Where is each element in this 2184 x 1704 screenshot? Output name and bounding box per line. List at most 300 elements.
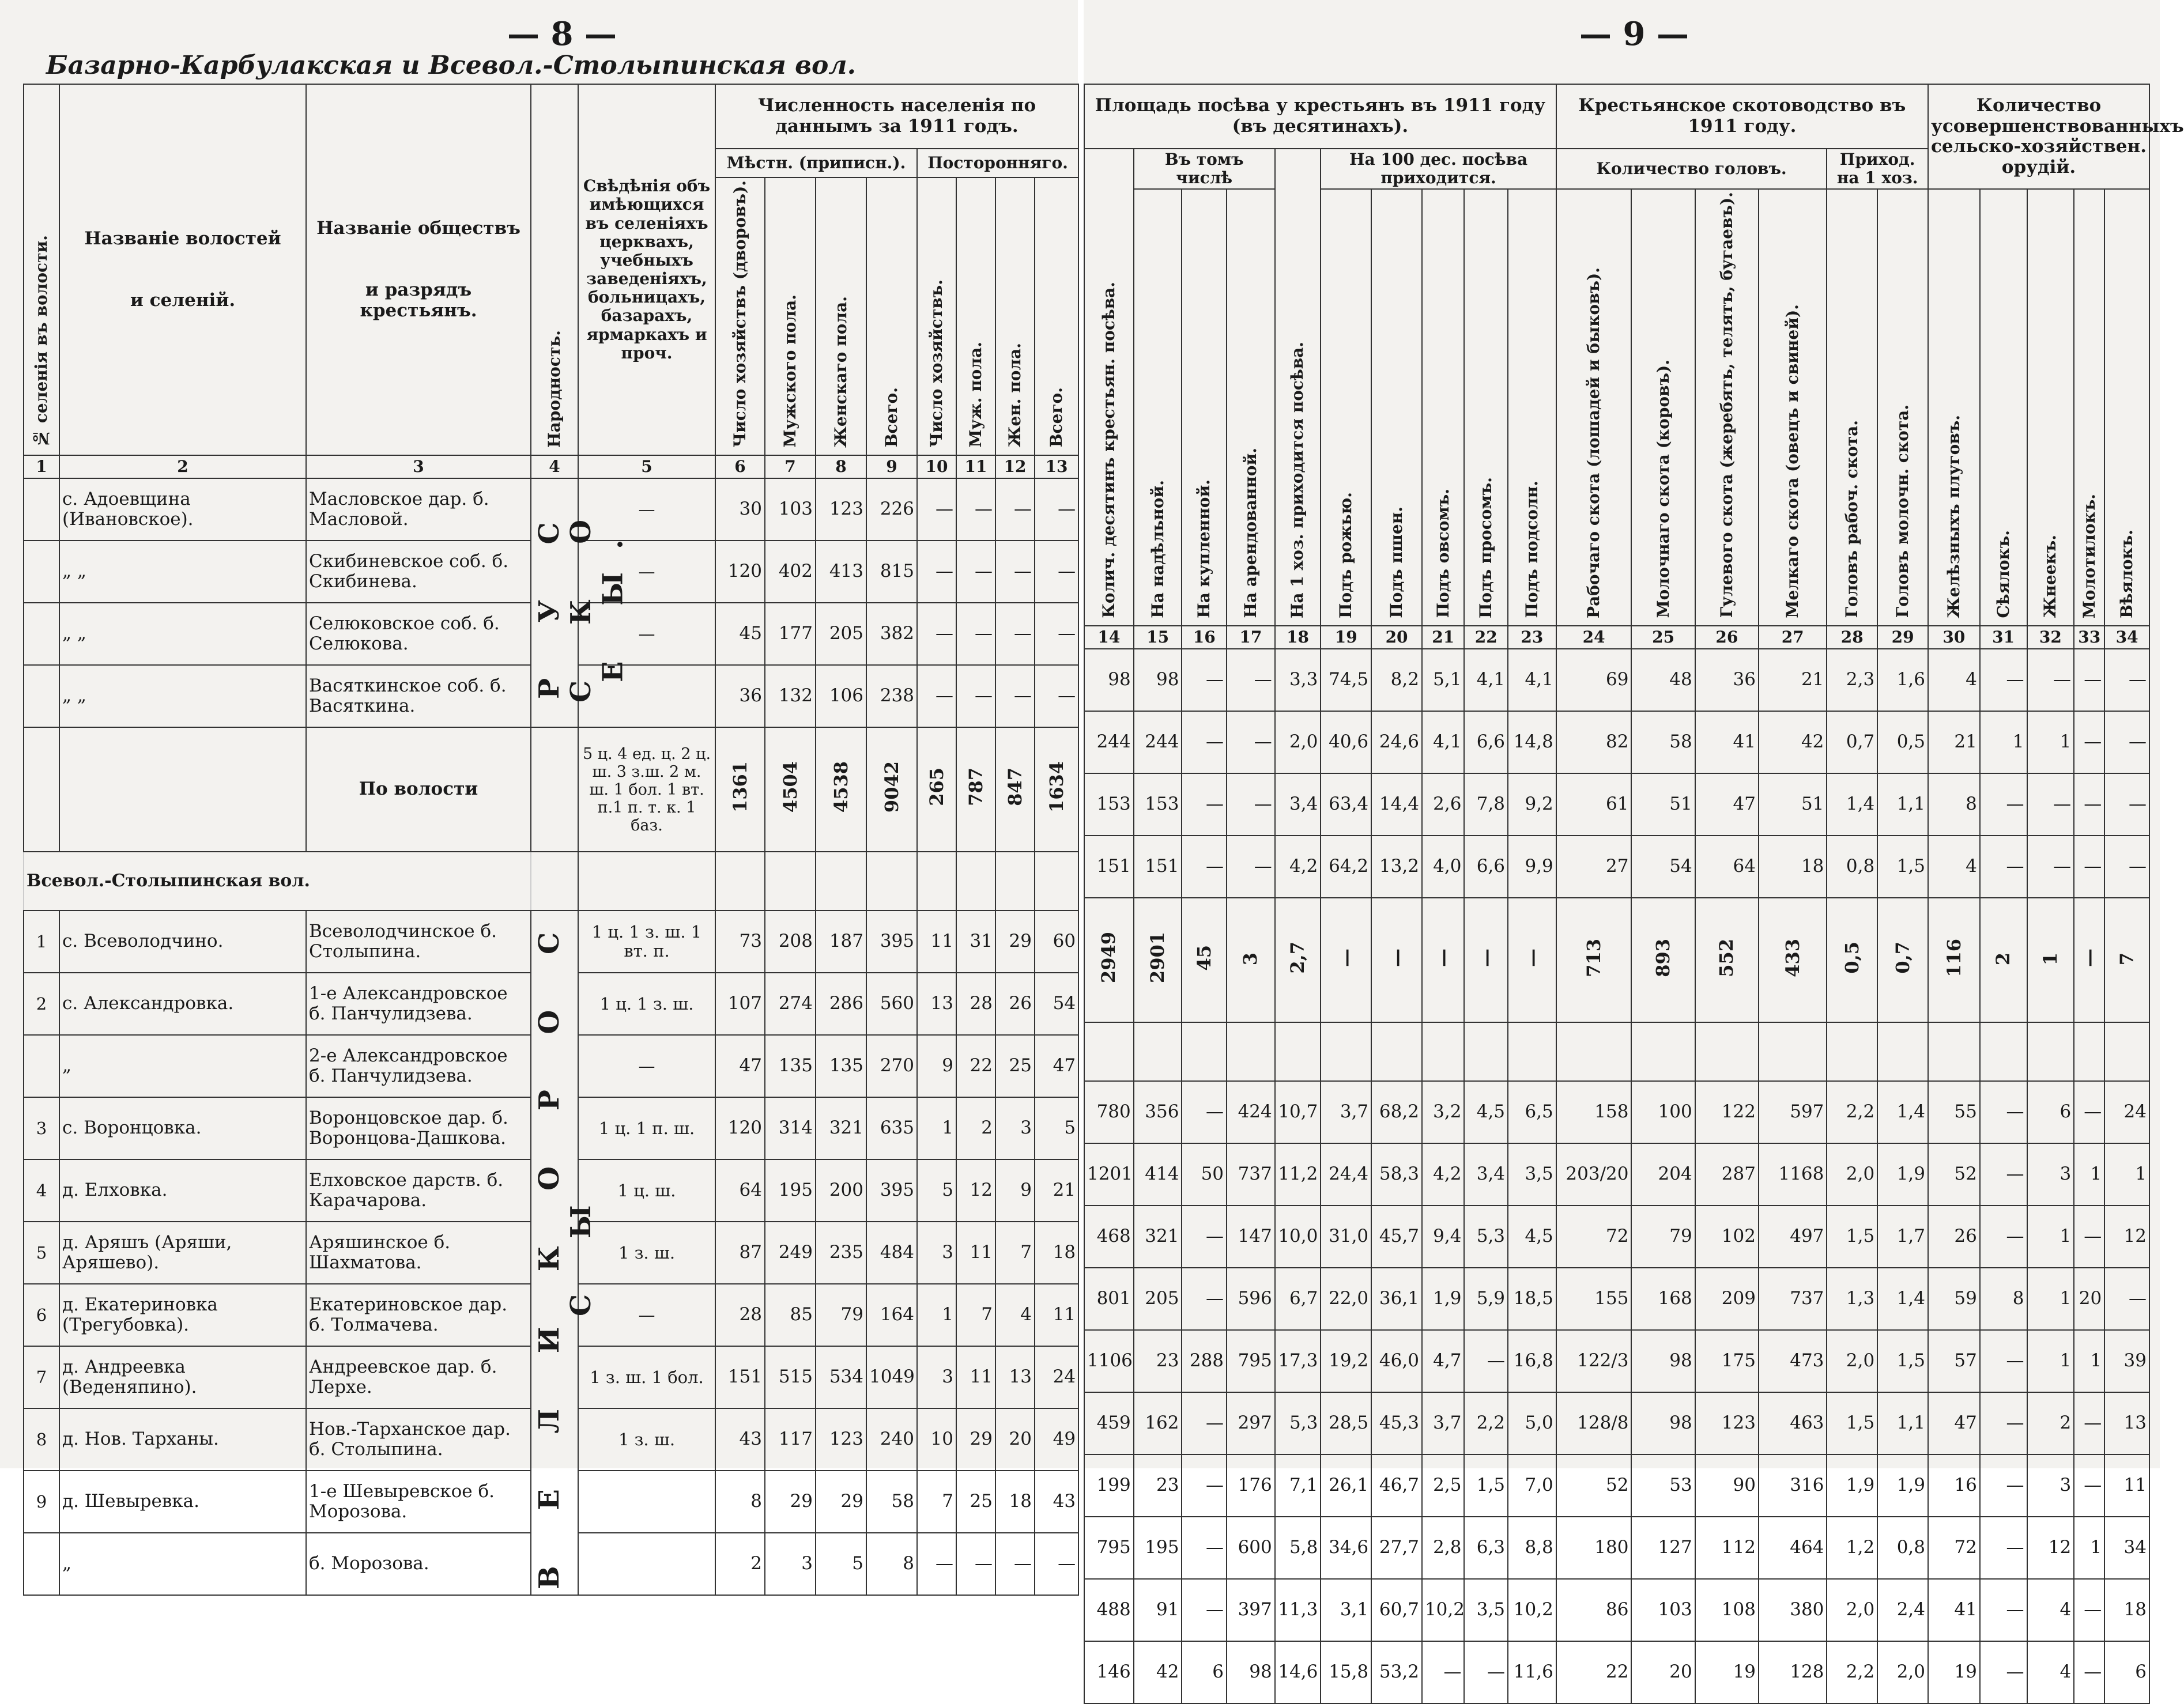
- value-c11: 11: [956, 1346, 995, 1408]
- value-cell: —: [1227, 773, 1275, 836]
- community-name: 1-е Шевыревское б. Морозова.: [306, 1471, 531, 1533]
- value-cell: 10,2: [1422, 1579, 1465, 1641]
- value-cell: 316: [1759, 1454, 1827, 1517]
- community-name: Всеволодчинское б. Столыпина.: [306, 910, 531, 973]
- value-c8: 123: [816, 1408, 866, 1471]
- value-cell: —: [1980, 1330, 2027, 1392]
- total-cell: [2027, 898, 2074, 1022]
- nationality-label: Р У С С К О Е Ы.: [533, 496, 629, 702]
- value-c7: 29: [765, 1471, 816, 1533]
- blank-cell: [1928, 1022, 1980, 1081]
- value-cell: 55: [1928, 1081, 1980, 1143]
- value-cell: 321: [1134, 1206, 1182, 1268]
- value-c6: 87: [715, 1222, 765, 1284]
- value-cell: 356: [1134, 1081, 1182, 1143]
- col-head-19: Подъ рожью.: [1321, 189, 1371, 626]
- col-head-9: Всего.: [866, 177, 917, 455]
- value-cell: 13: [2104, 1392, 2149, 1454]
- blank-cell: [1321, 1022, 1371, 1081]
- total-value: 2949: [1097, 932, 1120, 984]
- table-row: [1084, 1081, 2149, 1143]
- value-cell: 1: [2074, 1330, 2104, 1392]
- value-c6: 107: [715, 973, 765, 1035]
- value-cell: 128: [1759, 1641, 1827, 1703]
- value-cell: 61: [1556, 773, 1632, 836]
- value-c10: —: [917, 665, 956, 727]
- table-row: [1084, 1517, 2149, 1579]
- value-cell: 3,3: [1275, 649, 1321, 711]
- value-cell: —: [1980, 1641, 2027, 1703]
- col-head-21: Подъ овсомъ.: [1422, 189, 1465, 626]
- total-value: —: [1521, 948, 1543, 967]
- value-cell: 6,5: [1508, 1081, 1556, 1143]
- col-head-27: Мелкаго скота (овецъ и свиней).: [1759, 189, 1827, 626]
- value-c8: 29: [816, 1471, 866, 1533]
- column-number: 15: [1134, 626, 1182, 649]
- value-cell: —: [1980, 1206, 2027, 1268]
- value-c12: 26: [995, 973, 1035, 1035]
- value-cell: 9,2: [1508, 773, 1556, 836]
- value-cell: —: [2074, 1206, 2104, 1268]
- value-c10: 5: [917, 1159, 956, 1222]
- row-number: 7: [24, 1346, 59, 1408]
- value-cell: 2,2: [1464, 1392, 1508, 1454]
- value-cell: 1,5: [1464, 1454, 1508, 1517]
- value-c13: 21: [1035, 1159, 1078, 1222]
- settlement-name: д. Аряшъ (Аряши, Аряшево).: [59, 1222, 306, 1284]
- settlement-name: д. Нов. Тарханы.: [59, 1408, 306, 1471]
- value-c11: 7: [956, 1284, 995, 1346]
- value-cell: 1,1: [1877, 1392, 1928, 1454]
- value-cell: 244: [1084, 711, 1134, 773]
- col-head-8: Женскаго пола.: [816, 177, 866, 455]
- community-name: Васяткинское соб. б. Васяткина.: [306, 665, 531, 727]
- value-cell: —: [2074, 773, 2104, 836]
- value-cell: 79: [1631, 1206, 1695, 1268]
- value-cell: 60,7: [1371, 1579, 1422, 1641]
- value-c8: 135: [816, 1035, 866, 1097]
- column-number: 31: [1980, 626, 2027, 649]
- value-c13: 5: [1035, 1097, 1078, 1159]
- value-cell: 3,1: [1321, 1579, 1371, 1641]
- value-c6: 64: [715, 1159, 765, 1222]
- value-cell: 9,4: [1422, 1206, 1465, 1268]
- table-row: [1084, 1641, 2149, 1703]
- settlement-name: с. Воронцовка.: [59, 1097, 306, 1159]
- value-cell: 1,6: [1877, 649, 1928, 711]
- settlement-name: с. Адоевщина (Ивановское).: [59, 478, 306, 541]
- community-name: Селюковское соб. б. Селюкова.: [306, 603, 531, 665]
- value-cell: 64,2: [1321, 836, 1371, 898]
- column-number: 18: [1275, 626, 1321, 649]
- value-cell: 82: [1556, 711, 1632, 773]
- value-c9: 226: [866, 478, 917, 541]
- column-numbers-row: 1 2 3 4 5 6 7 8 9 10 11 12 13: [24, 455, 1078, 478]
- blank-cell: [1556, 1022, 1632, 1081]
- blank-cell: [1980, 1022, 2027, 1081]
- column-number: 28: [1827, 626, 1877, 649]
- value-cell: 2,0: [1877, 1641, 1928, 1703]
- table-row: [1084, 711, 2149, 773]
- value-cell: 6: [1182, 1641, 1227, 1703]
- blank-cell: [2027, 1022, 2074, 1081]
- value-cell: 18: [1759, 836, 1827, 898]
- community-name: Аряшинское б. Шахматова.: [306, 1222, 531, 1284]
- value-cell: 10,7: [1275, 1081, 1321, 1143]
- value-cell: 459: [1084, 1392, 1134, 1454]
- table-row-total: По волости 5 ц. 4 ед. ц. 2 ц. ш. 3 з.ш. 2 м. ш. 1 бол. 1 вт. п.1 п. т. к. 1 баз. 1361 4504 4538 9042 265 787 847 1634: [24, 727, 1078, 852]
- value-cell: 27: [1556, 836, 1632, 898]
- value-cell: 1201: [1084, 1143, 1134, 1206]
- total-cell: [1134, 898, 1182, 1022]
- total-cell: [1759, 898, 1827, 1022]
- community-name: Нов.-Тарханское дар. б. Столыпина.: [306, 1408, 531, 1471]
- value-cell: 1,5: [1827, 1206, 1877, 1268]
- col-head-3: Названіе обществъ и разрядъ крестьянъ.: [306, 84, 531, 455]
- value-cell: —: [2074, 836, 2104, 898]
- col-head-12: Жен. пола.: [995, 177, 1035, 455]
- value-c12: —: [995, 603, 1035, 665]
- crops-livestock-table: [1084, 84, 2184, 1704]
- value-c11: 29: [956, 1408, 995, 1471]
- page-number-left: — 8 —: [507, 15, 617, 53]
- value-cell: 600: [1227, 1517, 1275, 1579]
- value-c11: —: [956, 603, 995, 665]
- value-c7: 103: [765, 478, 816, 541]
- value-cell: 24,6: [1371, 711, 1422, 773]
- value-cell: 24: [2104, 1081, 2149, 1143]
- value-cell: 1,7: [1877, 1206, 1928, 1268]
- column-number: 21: [1422, 626, 1465, 649]
- value-cell: 19: [1928, 1641, 1980, 1703]
- col-head-1: № селенія въ волости.: [24, 84, 59, 455]
- value-c7: 195: [765, 1159, 816, 1222]
- value-cell: 1,5: [1827, 1392, 1877, 1454]
- blank-cell: [1464, 1022, 1508, 1081]
- value-cell: 68,2: [1371, 1081, 1422, 1143]
- value-cell: 180: [1556, 1517, 1632, 1579]
- value-cell: 45,7: [1371, 1206, 1422, 1268]
- value-cell: 0,8: [1827, 836, 1877, 898]
- value-c13: 11: [1035, 1284, 1078, 1346]
- col-head-5: Свѣдѣнія объ имѣющихся въ селеніяхъ церквахъ, учебныхъ заведеніяхъ, больницахъ, базарахъ, ярмаркахъ и проч.: [578, 84, 715, 455]
- value-cell: 41: [1695, 711, 1759, 773]
- value-cell: —: [2074, 1454, 2104, 1517]
- total-value: 552: [1715, 938, 1738, 977]
- value-cell: 4: [2027, 1579, 2074, 1641]
- value-cell: 5,1: [1422, 649, 1465, 711]
- value-c11: 12: [956, 1159, 995, 1222]
- value-cell: 2,4: [1877, 1579, 1928, 1641]
- value-cell: 108: [1695, 1579, 1759, 1641]
- value-cell: 162: [1134, 1392, 1182, 1454]
- value-c13: —: [1035, 665, 1078, 727]
- value-c8: 5: [816, 1533, 866, 1595]
- value-c10: 11: [917, 910, 956, 973]
- value-cell: 2,8: [1422, 1517, 1465, 1579]
- institutions: —: [578, 478, 715, 541]
- value-cell: 3: [2027, 1454, 2074, 1517]
- value-cell: 4,5: [1464, 1081, 1508, 1143]
- total-cell: [1275, 898, 1321, 1022]
- settlement-name: д. Елховка.: [59, 1159, 306, 1222]
- value-cell: 2,2: [1827, 1641, 1877, 1703]
- table-row: [1084, 1392, 2149, 1454]
- column-number: 17: [1227, 626, 1275, 649]
- value-c11: 31: [956, 910, 995, 973]
- value-c6: 47: [715, 1035, 765, 1097]
- nationality-cell: [531, 909, 598, 1595]
- value-cell: 424: [1227, 1081, 1275, 1143]
- value-c7: 177: [765, 603, 816, 665]
- value-cell: 10,2: [1508, 1579, 1556, 1641]
- value-c13: 60: [1035, 910, 1078, 973]
- row-number: 9: [24, 1471, 59, 1533]
- col-head-32: Жнеекъ.: [2027, 189, 2074, 626]
- col-head-population: Численность населенія по даннымъ за 1911 годъ.: [715, 84, 1078, 149]
- col-head-28: Головъ рабоч. скота.: [1827, 189, 1877, 626]
- value-c7: 132: [765, 665, 816, 727]
- value-cell: —: [1980, 836, 2027, 898]
- blank-cell: [1182, 1022, 1227, 1081]
- value-cell: 63,4: [1321, 773, 1371, 836]
- value-cell: —: [1980, 773, 2027, 836]
- value-c13: —: [1035, 478, 1078, 541]
- value-cell: 4,1: [1508, 649, 1556, 711]
- col-head-26: Гулевого скота (жеребять, телятъ, бугаевъ).: [1695, 189, 1759, 626]
- total-value: 2901: [1146, 932, 1169, 984]
- total-cell: [1084, 898, 1134, 1022]
- value-cell: —: [2104, 649, 2149, 711]
- value-cell: 21: [1759, 649, 1827, 711]
- value-cell: 6,6: [1464, 711, 1508, 773]
- settlement-name: „: [59, 1035, 306, 1097]
- value-c9: 164: [866, 1284, 917, 1346]
- value-c6: 36: [715, 665, 765, 727]
- value-cell: —: [2104, 836, 2149, 898]
- value-cell: 53: [1631, 1454, 1695, 1517]
- value-cell: 176: [1227, 1454, 1275, 1517]
- value-c12: 9: [995, 1159, 1035, 1222]
- community-name: Екатериновское дар. б. Толмачева.: [306, 1284, 531, 1346]
- section-row: [1084, 1022, 2149, 1081]
- value-cell: 1,5: [1877, 1330, 1928, 1392]
- value-cell: 18,5: [1508, 1268, 1556, 1330]
- value-cell: 90: [1695, 1454, 1759, 1517]
- value-cell: 3,2: [1422, 1081, 1465, 1143]
- value-cell: 2: [2027, 1392, 2074, 1454]
- total-value: 893: [1652, 938, 1674, 977]
- row-number: 1: [24, 910, 59, 973]
- table-row: [24, 478, 1078, 541]
- table-row: [1084, 649, 2149, 711]
- value-cell: 473: [1759, 1330, 1827, 1392]
- row-number: [24, 541, 59, 603]
- value-cell: —: [2074, 1081, 2104, 1143]
- value-cell: 497: [1759, 1206, 1827, 1268]
- value-cell: —: [2074, 1641, 2104, 1703]
- value-cell: 8: [1928, 773, 1980, 836]
- value-cell: 1: [2074, 1143, 2104, 1206]
- value-cell: 69: [1556, 649, 1632, 711]
- total-value: 713: [1582, 938, 1605, 977]
- value-cell: 2,0: [1827, 1579, 1877, 1641]
- community-name: Масловское дар. б. Масловой.: [306, 478, 531, 541]
- blank-cell: [1631, 1022, 1695, 1081]
- value-c10: 9: [917, 1035, 956, 1097]
- value-cell: 28,5: [1321, 1392, 1371, 1454]
- settlement-name: „ „: [59, 603, 306, 665]
- value-cell: 98: [1227, 1641, 1275, 1703]
- table-row: [1084, 1206, 2149, 1268]
- value-cell: —: [2027, 649, 2074, 711]
- value-c10: 7: [917, 1471, 956, 1533]
- value-c8: 106: [816, 665, 866, 727]
- value-cell: 48: [1631, 649, 1695, 711]
- value-cell: 72: [1556, 1206, 1632, 1268]
- total-value: —: [1385, 948, 1408, 967]
- table-row: [1084, 1143, 2149, 1206]
- nationality-cell: [531, 478, 629, 727]
- institutions: [578, 1471, 715, 1533]
- value-c9: 484: [866, 1222, 917, 1284]
- value-cell: 464: [1759, 1517, 1827, 1579]
- value-cell: 397: [1227, 1579, 1275, 1641]
- value-c13: 18: [1035, 1222, 1078, 1284]
- col-head-13: Всего.: [1035, 177, 1078, 455]
- settlement-name: „ „: [59, 541, 306, 603]
- col-head-22: Подъ просомъ.: [1464, 189, 1508, 626]
- community-name: Елховское дарств. б. Карачарова.: [306, 1159, 531, 1222]
- value-c9: 240: [866, 1408, 917, 1471]
- blank-cell: [2074, 1022, 2104, 1081]
- value-c10: —: [917, 603, 956, 665]
- col-head-16: На купленной.: [1182, 189, 1227, 626]
- total-cell: [1182, 898, 1227, 1022]
- total-value: 1: [2039, 953, 2061, 966]
- institutions: —: [578, 1035, 715, 1097]
- value-c11: 11: [956, 1222, 995, 1284]
- value-cell: 127: [1631, 1517, 1695, 1579]
- blank-cell: [1827, 1022, 1877, 1081]
- institutions: —: [578, 541, 715, 603]
- value-cell: 24,4: [1321, 1143, 1371, 1206]
- value-cell: 11: [2104, 1454, 2149, 1517]
- value-cell: 51: [1631, 773, 1695, 836]
- institutions: 1 ц. 1 з. ш.: [578, 973, 715, 1035]
- value-cell: 36: [1695, 649, 1759, 711]
- blank-cell: [1134, 1022, 1182, 1081]
- value-cell: 2,0: [1827, 1330, 1877, 1392]
- total-value: 116: [1942, 938, 1965, 977]
- settlement-name: „ „: [59, 665, 306, 727]
- blank-cell: [1508, 1022, 1556, 1081]
- value-c9: 395: [866, 910, 917, 973]
- nationality-label: В Е Л И К О Р О С С Ы: [533, 909, 598, 1590]
- value-cell: 42: [1759, 711, 1827, 773]
- total-value: —: [1432, 948, 1454, 967]
- column-number: 22: [1464, 626, 1508, 649]
- value-cell: 1,4: [1877, 1268, 1928, 1330]
- row-number: 8: [24, 1408, 59, 1471]
- total-cell: [2104, 898, 2149, 1022]
- value-c13: —: [1035, 1533, 1078, 1595]
- column-number: 20: [1371, 626, 1422, 649]
- col-head-cattle: Крестьянское скотоводство въ 1911 году.: [1556, 84, 1928, 149]
- value-cell: 58,3: [1371, 1143, 1422, 1206]
- col-head-local: Мѣстн. (приписн.).: [715, 149, 917, 177]
- column-number: 27: [1759, 626, 1827, 649]
- total-value: 45: [1193, 944, 1215, 971]
- col-head-17: На арендованной.: [1227, 189, 1275, 626]
- value-cell: 1,9: [1827, 1454, 1877, 1517]
- col-head-heads: Количество головъ.: [1556, 149, 1827, 189]
- value-cell: 1: [2027, 1206, 2074, 1268]
- value-cell: 6,3: [1464, 1517, 1508, 1579]
- population-table: [23, 84, 1079, 1596]
- value-cell: 98: [1631, 1330, 1695, 1392]
- value-cell: 1,9: [1877, 1143, 1928, 1206]
- value-cell: 3,7: [1321, 1081, 1371, 1143]
- value-c10: 3: [917, 1222, 956, 1284]
- value-cell: 1: [1980, 711, 2027, 773]
- value-cell: 31,0: [1321, 1206, 1371, 1268]
- value-cell: —: [2027, 773, 2074, 836]
- value-cell: 20: [2074, 1268, 2104, 1330]
- total-cell: [1980, 898, 2027, 1022]
- value-c7: 135: [765, 1035, 816, 1097]
- value-cell: —: [2074, 649, 2104, 711]
- col-head-incl: Въ томъ числѣ: [1134, 149, 1275, 189]
- institutions: 1 ц. 1 з. ш. 1 вт. п.: [578, 910, 715, 973]
- settlement-name: д. Андреевка (Веденяпино).: [59, 1346, 306, 1408]
- value-cell: 195: [1134, 1517, 1182, 1579]
- community-name: Скибиневское соб. б. Скибинева.: [306, 541, 531, 603]
- value-c10: 13: [917, 973, 956, 1035]
- value-c13: 24: [1035, 1346, 1078, 1408]
- value-cell: 26: [1928, 1206, 1980, 1268]
- column-number: 26: [1695, 626, 1759, 649]
- value-cell: 102: [1695, 1206, 1759, 1268]
- value-c13: 54: [1035, 973, 1078, 1035]
- value-cell: —: [1227, 649, 1275, 711]
- col-head-30: Желѣзныхъ плуговъ.: [1928, 189, 1980, 626]
- blank-cell: [1371, 1022, 1422, 1081]
- value-cell: —: [2074, 1392, 2104, 1454]
- table-row: [1084, 1268, 2149, 1330]
- value-cell: 14,8: [1508, 711, 1556, 773]
- institutions: 1 з. ш.: [578, 1222, 715, 1284]
- col-head-perhh: Приход. на 1 хоз.: [1827, 149, 1928, 189]
- table-row: [1084, 773, 2149, 836]
- total-value: —: [1334, 948, 1357, 967]
- value-cell: 0,8: [1877, 1517, 1928, 1579]
- value-cell: 1,9: [1422, 1268, 1465, 1330]
- value-cell: —: [1182, 711, 1227, 773]
- value-cell: —: [1182, 1206, 1227, 1268]
- value-c8: 413: [816, 541, 866, 603]
- value-cell: 0,7: [1827, 711, 1877, 773]
- value-cell: 153: [1084, 773, 1134, 836]
- value-cell: 58: [1631, 711, 1695, 773]
- settlement-name: с. Всеволодчино.: [59, 910, 306, 973]
- value-cell: 4,7: [1422, 1330, 1465, 1392]
- col-head-10: Число хозяйствъ.: [917, 177, 956, 455]
- value-c7: 314: [765, 1097, 816, 1159]
- value-cell: 91: [1134, 1579, 1182, 1641]
- value-cell: —: [1980, 1454, 2027, 1517]
- value-c13: 43: [1035, 1471, 1078, 1533]
